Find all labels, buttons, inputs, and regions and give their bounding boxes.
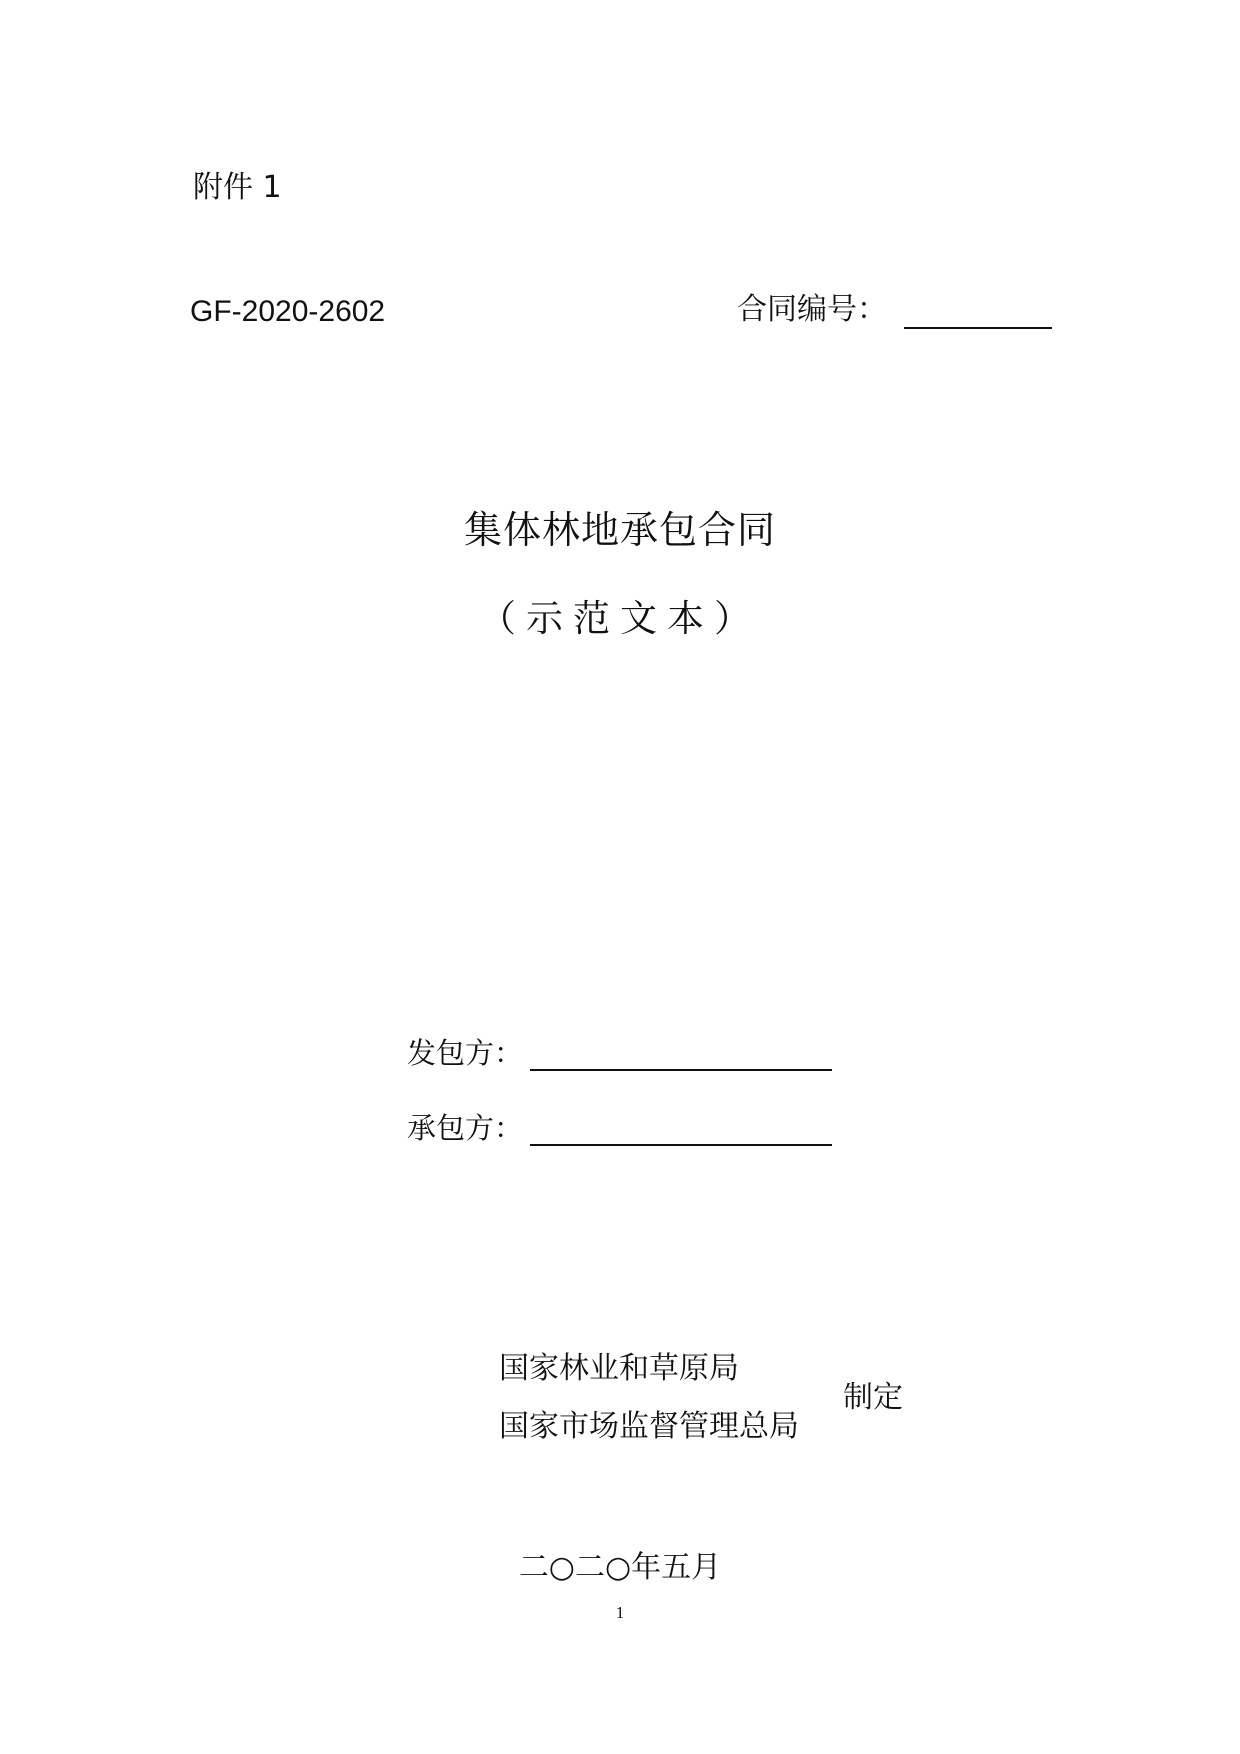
made-by-label: 制定 [843, 1380, 903, 1415]
document-title: 集体林地承包合同 [463, 508, 776, 552]
page-number: 1 [615, 1603, 625, 1622]
issuing-org-forestry: 国家林业和草原局 [499, 1351, 739, 1386]
contract-number-blank [904, 327, 1052, 329]
publication-date: 二○二○年五月 [518, 1550, 722, 1585]
issuer-party-label: 发包方： [407, 1036, 524, 1070]
standard-code: GF-2020-2602 [190, 295, 386, 328]
contractor-party-blank [530, 1144, 832, 1146]
issuing-org-market-regulation: 国家市场监督管理总局 [499, 1409, 799, 1444]
document-subtitle: （示范文本） [479, 597, 761, 640]
issuer-party-blank [530, 1069, 832, 1071]
attachment-label: 附件 1 [193, 170, 282, 205]
contractor-party-label: 承包方： [407, 1111, 524, 1145]
contract-number-label: 合同编号： [737, 292, 887, 327]
